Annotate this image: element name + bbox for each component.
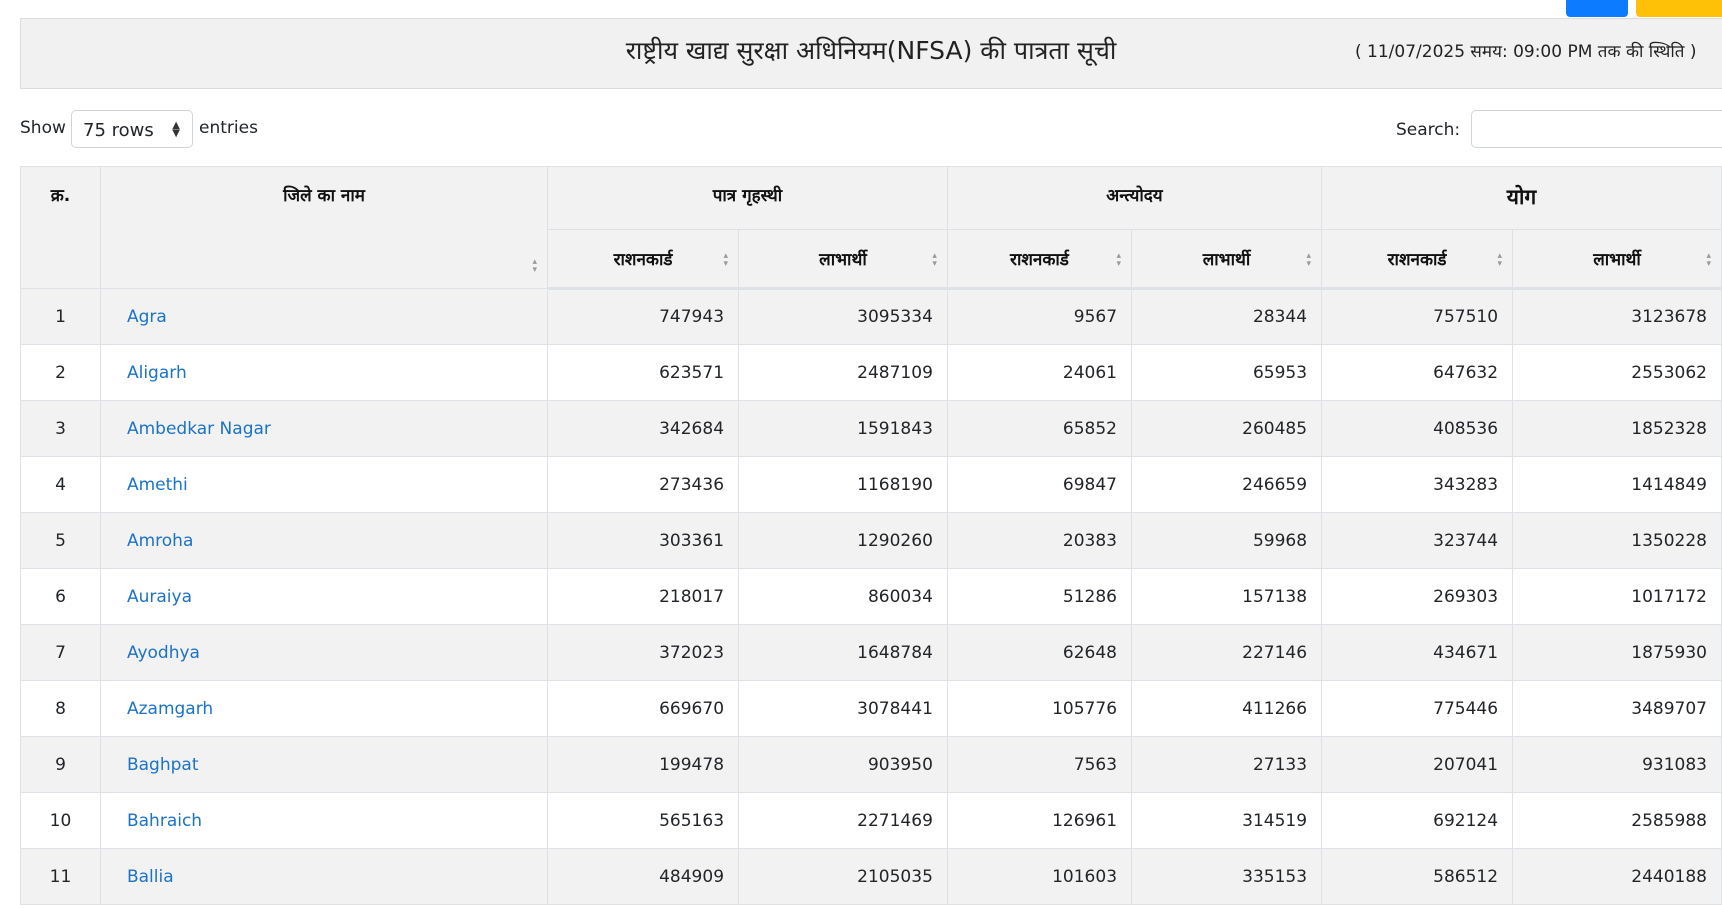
total-beneficiary-cell: 1852328: [1513, 401, 1722, 457]
ph-ration-card-cell: 273436: [548, 457, 739, 513]
total-beneficiary-cell: 2585988: [1513, 793, 1722, 849]
col-total-ration-card-header[interactable]: राशनकार्ड ▴ ▾: [1322, 230, 1513, 289]
district-cell: [100, 849, 547, 905]
total-beneficiary-cell: 1350228: [1513, 513, 1722, 569]
district-link[interactable]: Auraiya: [126, 586, 192, 607]
table-row: [21, 849, 1722, 905]
ph-ration-card-cell: 623571: [548, 345, 739, 401]
ph-beneficiary-cell: 3095334: [739, 289, 948, 345]
total-beneficiary-cell: 1017172: [1513, 569, 1722, 625]
table-row: [21, 737, 1722, 793]
ph-beneficiary-cell: 2271469: [739, 793, 948, 849]
group-total-header: योग: [1322, 167, 1722, 230]
serial-cell: 1: [21, 289, 101, 345]
district-link[interactable]: Azamgarh: [126, 698, 214, 719]
entries-label: entries: [199, 118, 258, 138]
ay-beneficiary-cell: 227146: [1132, 625, 1322, 681]
ay-ration-card-cell: 51286: [947, 569, 1131, 625]
district-cell: [100, 345, 547, 401]
ph-beneficiary-cell: 1290260: [739, 513, 948, 569]
ay-ration-card-cell: 101603: [947, 849, 1131, 905]
ay-ration-card-cell: 20383: [947, 513, 1131, 569]
ph-ration-card-cell: 747943: [548, 289, 739, 345]
ay-ration-card-cell: 126961: [947, 793, 1131, 849]
district-link[interactable]: Ayodhya: [126, 642, 200, 663]
district-cell: [100, 513, 547, 569]
ph-ration-card-cell: 565163: [548, 793, 739, 849]
serial-cell: 9: [21, 737, 101, 793]
col-serial-header: क्र.: [21, 167, 101, 289]
ph-ration-card-cell: 669670: [548, 681, 739, 737]
top-blue-button[interactable]: [1566, 0, 1628, 17]
select-arrows-icon: ▲ ▼: [172, 120, 180, 139]
group-antyodaya-header: अन्त्योदय: [947, 167, 1321, 230]
district-link[interactable]: Ambedkar Nagar: [126, 418, 271, 439]
table-row: [21, 457, 1722, 513]
district-link[interactable]: Aligarh: [126, 362, 187, 383]
serial-cell: 5: [21, 513, 101, 569]
total-beneficiary-cell: 2440188: [1513, 849, 1722, 905]
eligibility-table: [20, 166, 1722, 905]
ay-beneficiary-cell: 28344: [1132, 289, 1322, 345]
ph-beneficiary-cell: 3078441: [739, 681, 948, 737]
total-ration-card-cell: 343283: [1322, 457, 1513, 513]
district-cell: [100, 681, 547, 737]
rows-per-page-value: 75 rows: [83, 120, 154, 141]
ph-beneficiary-cell: 2487109: [739, 345, 948, 401]
ay-beneficiary-cell: 335153: [1132, 849, 1322, 905]
table-row: [21, 401, 1722, 457]
ph-ration-card-cell: 372023: [548, 625, 739, 681]
page-title: राष्ट्रीय खाद्य सुरक्षा अधिनियम(NFSA) की पात्रता सूची: [625, 36, 1117, 65]
search-label: Search:: [1396, 120, 1461, 140]
table-body: [21, 289, 1722, 905]
ay-ration-card-cell: 9567: [947, 289, 1131, 345]
district-link[interactable]: Ballia: [126, 866, 174, 887]
table-row: [21, 793, 1722, 849]
group-eligible-household-header: पात्र गृहस्थी: [548, 167, 948, 230]
serial-cell: 6: [21, 569, 101, 625]
ph-beneficiary-cell: 1648784: [739, 625, 948, 681]
total-ration-card-cell: 757510: [1322, 289, 1513, 345]
district-link[interactable]: Agra: [126, 306, 167, 327]
total-ration-card-cell: 323744: [1322, 513, 1513, 569]
table-row: [21, 513, 1722, 569]
district-cell: [100, 569, 547, 625]
serial-cell: 7: [21, 625, 101, 681]
ph-ration-card-cell: 303361: [548, 513, 739, 569]
col-ph-beneficiary-header[interactable]: लाभार्थी ▴ ▾: [739, 230, 948, 289]
top-yellow-button[interactable]: [1636, 0, 1722, 17]
district-link[interactable]: Baghpat: [126, 754, 199, 775]
ph-beneficiary-cell: 903950: [739, 737, 948, 793]
total-beneficiary-cell: 1414849: [1513, 457, 1722, 513]
total-beneficiary-cell: 3123678: [1513, 289, 1722, 345]
ph-beneficiary-cell: 1168190: [739, 457, 948, 513]
table-row: [21, 681, 1722, 737]
ph-beneficiary-cell: 860034: [739, 569, 948, 625]
serial-cell: 3: [21, 401, 101, 457]
serial-cell: 8: [21, 681, 101, 737]
col-district-header[interactable]: जिले का नाम ▴ ▾: [100, 167, 547, 289]
district-cell: [100, 625, 547, 681]
ay-beneficiary-cell: 27133: [1132, 737, 1322, 793]
district-cell: [100, 289, 547, 345]
serial-cell: 4: [21, 457, 101, 513]
serial-cell: 2: [21, 345, 101, 401]
ay-beneficiary-cell: 59968: [1132, 513, 1322, 569]
total-beneficiary-cell: 931083: [1513, 737, 1722, 793]
table-row: [21, 569, 1722, 625]
ph-ration-card-cell: 218017: [548, 569, 739, 625]
col-ph-ration-card-header[interactable]: राशनकार्ड ▴ ▾: [548, 230, 739, 289]
col-ay-beneficiary-header[interactable]: लाभार्थी ▴ ▾: [1132, 230, 1322, 289]
ay-beneficiary-cell: 65953: [1132, 345, 1322, 401]
district-cell: [100, 737, 547, 793]
total-ration-card-cell: 586512: [1322, 849, 1513, 905]
total-ration-card-cell: 207041: [1322, 737, 1513, 793]
rows-per-page-select[interactable]: [71, 110, 193, 148]
district-link[interactable]: Bahraich: [126, 810, 203, 831]
ay-ration-card-cell: 62648: [947, 625, 1131, 681]
ay-ration-card-cell: 24061: [947, 345, 1131, 401]
ay-beneficiary-cell: 246659: [1132, 457, 1322, 513]
table-row: [21, 625, 1722, 681]
district-link[interactable]: Amroha: [126, 530, 194, 551]
show-label: Show: [20, 118, 66, 138]
total-ration-card-cell: 775446: [1322, 681, 1513, 737]
ay-ration-card-cell: 105776: [947, 681, 1131, 737]
ay-beneficiary-cell: 411266: [1132, 681, 1322, 737]
ph-beneficiary-cell: 1591843: [739, 401, 948, 457]
ph-ration-card-cell: 484909: [548, 849, 739, 905]
district-link[interactable]: Amethi: [126, 474, 188, 495]
ay-ration-card-cell: 7563: [947, 737, 1131, 793]
total-ration-card-cell: 647632: [1322, 345, 1513, 401]
ay-beneficiary-cell: 260485: [1132, 401, 1322, 457]
col-total-beneficiary-header[interactable]: लाभार्थी ▴ ▾: [1513, 230, 1722, 289]
ph-ration-card-cell: 342684: [548, 401, 739, 457]
district-cell: [100, 457, 547, 513]
ay-beneficiary-cell: 157138: [1132, 569, 1322, 625]
total-ration-card-cell: 434671: [1322, 625, 1513, 681]
table-row: [21, 345, 1722, 401]
total-ration-card-cell: 408536: [1322, 401, 1513, 457]
serial-cell: 10: [21, 793, 101, 849]
ay-ration-card-cell: 69847: [947, 457, 1131, 513]
total-ration-card-cell: 269303: [1322, 569, 1513, 625]
ay-ration-card-cell: 65852: [947, 401, 1131, 457]
ay-beneficiary-cell: 314519: [1132, 793, 1322, 849]
search-input[interactable]: [1471, 110, 1722, 148]
title-bar: [20, 18, 1722, 89]
table-row: [21, 289, 1722, 345]
total-beneficiary-cell: 2553062: [1513, 345, 1722, 401]
total-beneficiary-cell: 1875930: [1513, 625, 1722, 681]
total-ration-card-cell: 692124: [1322, 793, 1513, 849]
district-cell: [100, 793, 547, 849]
serial-cell: 11: [21, 849, 101, 905]
status-timestamp: ( 11/07/2025 समय: 09:00 PM तक की स्थिति ): [1355, 42, 1697, 62]
ph-ration-card-cell: 199478: [548, 737, 739, 793]
total-beneficiary-cell: 3489707: [1513, 681, 1722, 737]
col-ay-ration-card-header[interactable]: राशनकार्ड ▴ ▾: [947, 230, 1131, 289]
district-cell: [100, 401, 547, 457]
ph-beneficiary-cell: 2105035: [739, 849, 948, 905]
